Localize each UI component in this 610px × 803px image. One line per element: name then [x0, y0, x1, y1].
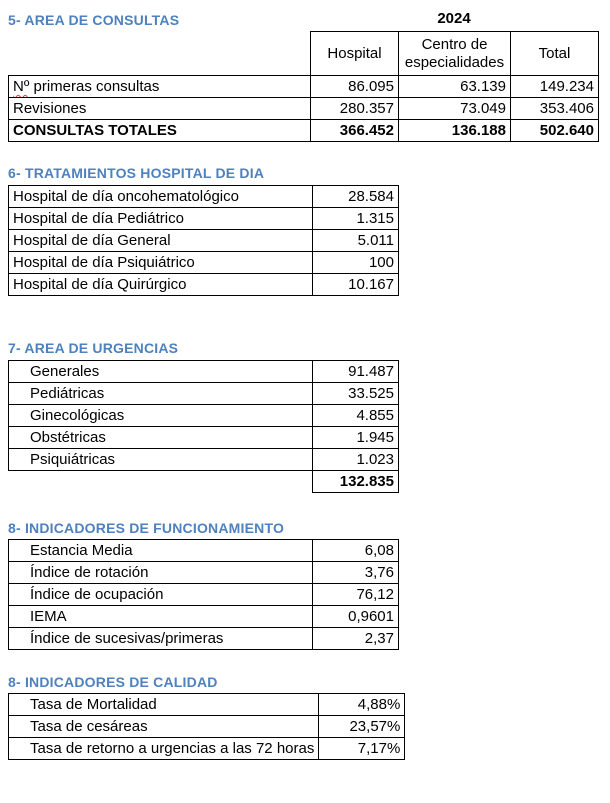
value-total: 353.406: [511, 98, 599, 120]
row-value: 23,57%: [319, 716, 405, 738]
row-label: Tasa de Mortalidad: [9, 694, 319, 716]
section-hospital-dia: [8, 165, 610, 296]
row-value: 0,9601: [313, 606, 399, 628]
table-row-consultas-totales: [9, 120, 599, 142]
row-label: Índice de rotación: [9, 562, 313, 584]
value-total: 502.640: [511, 120, 599, 142]
value-hospital: 86.095: [311, 76, 399, 98]
row-label: Revisiones: [9, 98, 311, 120]
row-label: Generales: [9, 361, 313, 383]
row-label: Psiquiátricas: [9, 449, 313, 471]
value-centro: 63.139: [399, 76, 511, 98]
value-hospital: 366.452: [311, 120, 399, 142]
row-value: 76,12: [313, 584, 399, 606]
table-row-estancia-media: [9, 540, 399, 562]
row-value: 2,37: [313, 628, 399, 650]
row-value: 1.315: [313, 208, 399, 230]
urgencias-section-title: 7- AREA DE URGENCIAS: [8, 340, 179, 356]
year-header: 2024: [437, 10, 471, 27]
table-row-indice-rotacion: [9, 562, 399, 584]
row-value: 1.023: [313, 449, 399, 471]
funcionamiento-section-title: 8- INDICADORES DE FUNCIONAMIENTO: [8, 520, 285, 536]
row-label: Pediátricas: [9, 383, 313, 405]
table-row-quirurgico: [9, 274, 399, 296]
row-label: Índice de sucesivas/primeras: [9, 628, 313, 650]
table-row-pediatricas: [9, 383, 399, 405]
row-label: Ginecológicas: [9, 405, 313, 427]
row-value: 33.525: [313, 383, 399, 405]
row-label: Tasa de retorno a urgencias a las 72 horas: [9, 738, 319, 760]
consultas-section-title: 5- AREA DE CONSULTAS: [8, 12, 180, 28]
misspelled-word: Nº: [13, 78, 30, 95]
section-urgencias: [8, 340, 610, 493]
calidad-section-title: 8- INDICADORES DE CALIDAD: [8, 674, 218, 690]
row-value: 28.584: [313, 186, 399, 208]
row-label: IEMA: [9, 606, 313, 628]
table-row-generales: [9, 361, 399, 383]
column-header-centro-especialidades: Centro de especialidades: [399, 32, 511, 76]
section-funcionamiento: [8, 520, 610, 650]
row-value: 100: [313, 252, 399, 274]
row-label: Índice de ocupación: [9, 584, 313, 606]
table-row-tasa-cesareas: [9, 716, 405, 738]
row-value: 7,17%: [319, 738, 405, 760]
row-value: 4.855: [313, 405, 399, 427]
table-row-pediatrico: [9, 208, 399, 230]
urgencias-total-value: 132.835: [313, 471, 399, 493]
hospital-dia-table: [8, 185, 399, 296]
row-label: Hospital de día oncohematológico: [9, 186, 313, 208]
row-label: Hospital de día Pediátrico: [9, 208, 313, 230]
row-label: Obstétricas: [9, 427, 313, 449]
table-row-psiquiatricas: [9, 449, 399, 471]
value-hospital: 280.357: [311, 98, 399, 120]
row-value: 91.487: [313, 361, 399, 383]
empty-cell: [9, 471, 313, 493]
consultas-table: [8, 31, 599, 142]
row-label: [9, 76, 311, 98]
corner-blank-cell: [9, 32, 311, 76]
table-row-tasa-retorno-urgencias: [9, 738, 405, 760]
row-label: Estancia Media: [9, 540, 313, 562]
hospital-dia-section-title: 6- TRATAMIENTOS HOSPITAL DE DIA: [8, 165, 265, 181]
table-row-oncohematologico: [9, 186, 399, 208]
row-label: Tasa de cesáreas: [9, 716, 319, 738]
row-label: Hospital de día General: [9, 230, 313, 252]
row-value: 3,76: [313, 562, 399, 584]
table-row-sucesivas-primeras: [9, 628, 399, 650]
table-row-indice-ocupacion: [9, 584, 399, 606]
table-row-iema: [9, 606, 399, 628]
row-value: 6,08: [313, 540, 399, 562]
row-label: Hospital de día Psiquiátrico: [9, 252, 313, 274]
table-row-revisiones: [9, 98, 599, 120]
table-row-psiquiatrico: [9, 252, 399, 274]
calidad-table: [8, 693, 405, 760]
row-value: 4,88%: [319, 694, 405, 716]
column-header-hospital: Hospital: [311, 32, 399, 76]
row-label: CONSULTAS TOTALES: [9, 120, 311, 142]
table-row-ginecologicas: [9, 405, 399, 427]
table-row-primeras-consultas: [9, 76, 599, 98]
value-centro: 136.188: [399, 120, 511, 142]
row-value: 1.945: [313, 427, 399, 449]
consultas-header-band: [8, 10, 598, 31]
urgencias-total-row: [9, 471, 399, 493]
table-row-obstetricas: [9, 427, 399, 449]
row-label-rest: primeras consultas: [29, 78, 160, 95]
consultas-column-header-row: [9, 32, 599, 76]
funcionamiento-table: [8, 539, 399, 650]
section-consultas: [8, 10, 610, 142]
table-row-tasa-mortalidad: [9, 694, 405, 716]
value-total: 149.234: [511, 76, 599, 98]
column-header-total: Total: [511, 32, 599, 76]
row-value: 5.011: [313, 230, 399, 252]
row-value: 10.167: [313, 274, 399, 296]
row-label: Hospital de día Quirúrgico: [9, 274, 313, 296]
value-centro: 73.049: [399, 98, 511, 120]
urgencias-table: [8, 360, 399, 493]
table-row-general: [9, 230, 399, 252]
section-calidad: [8, 674, 610, 760]
